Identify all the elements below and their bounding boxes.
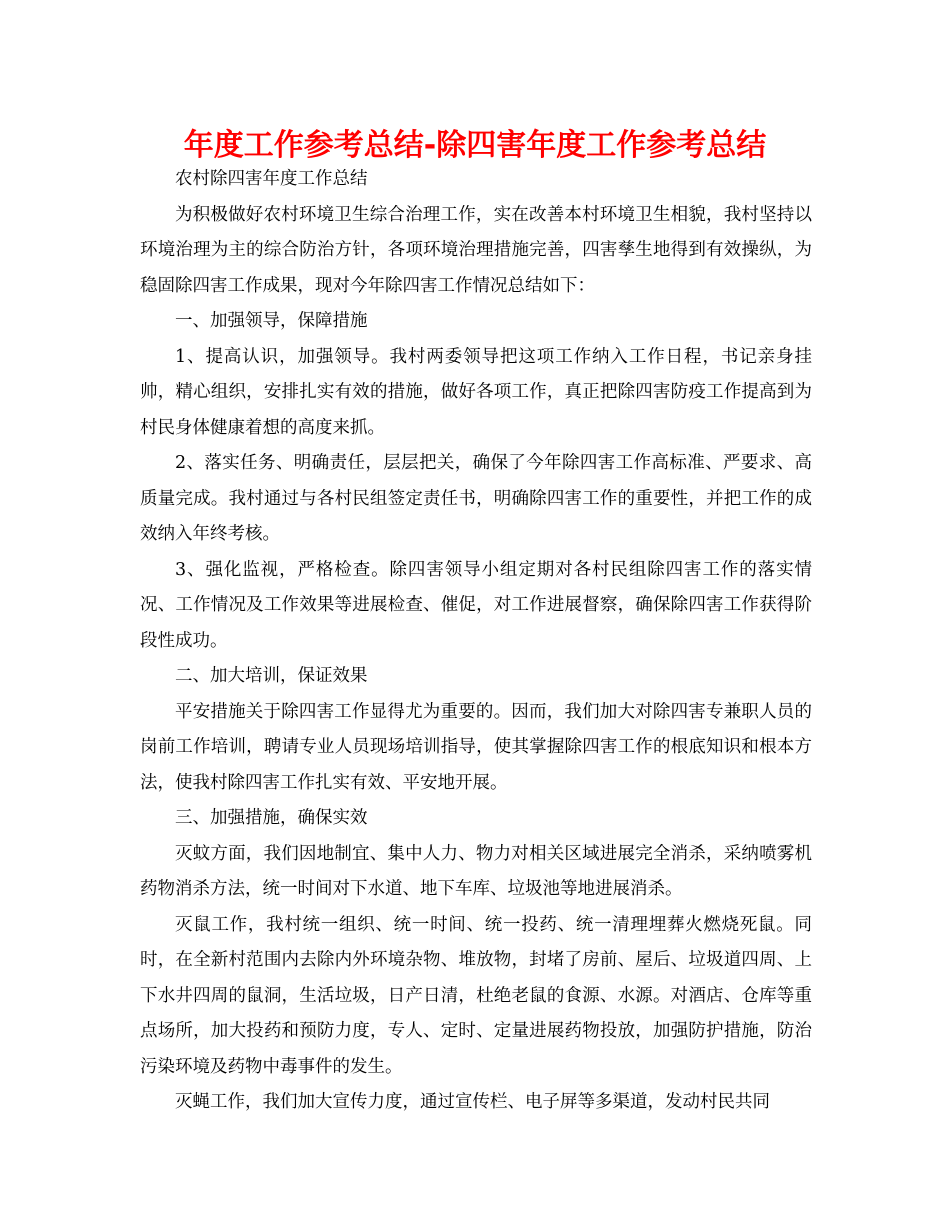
- paragraph: 3、强化监视，严格检查。除四害领导小组定期对各村民组除四害工作的落实情况、工作情况及工作效果等进展检查、催促，对工作进展督察，确保除四害工作获得阶段性成功。: [140, 559, 812, 651]
- paragraph: 2、落实任务、明确责任，层层把关，确保了今年除四害工作高标准、严要求、高质量完成。我村通过与各村民组签定责任书，明确除四害工作的重要性，并把工作的成效纳入年终考核。: [140, 453, 812, 544]
- section-heading-3: 三、加强措施，确保实效: [175, 808, 368, 828]
- paragraph: 平安措施关于除四害工作显得尤为重要的。因而，我们加大对除四害专兼职人员的岗前工作培训，聘请专业人员现场培训指导，使其掌握除四害工作的根底知识和根本方法，使我村除四害工作扎实有效、平安地开展。: [140, 701, 812, 793]
- paragraph: 1、提高认识，加强领导。我村两委领导把这项工作纳入工作日程，书记亲身挂帅，精心组织，安排扎实有效的措施，做好各项工作，真正把除四害防疫工作提高到为村民身体健康着想的高度来抓。: [140, 346, 812, 438]
- section-heading-1: 一、加强领导，保障措施: [175, 311, 368, 331]
- document-body: [140, 162, 812, 1121]
- paragraph-intro: 为积极做好农村环境卫生综合治理工作，实在改善本村环境卫生相貌，我村坚持以环境治理为主的综合防治方针，各项环境治理措施完善，四害孳生地得到有效操纵，为稳固除四害工作成果，现对今年除四害工作情况总结如下：: [140, 204, 812, 296]
- paragraph: 灭蝇工作，我们加大宣传力度，通过宣传栏、电子屏等多渠道，发动村民共同: [175, 1092, 770, 1112]
- paragraph: 灭蚊方面，我们因地制宜、集中人力、物力对相关区域进展完全消杀，采纳喷雾机药物消杀方法，统一时间对下水道、地下车库、垃圾池等地进展消杀。: [140, 843, 812, 899]
- section-heading-2: 二、加大培训，保证效果: [175, 666, 368, 686]
- document-title: 年度工作参考总结-除四害年度工作参考总结: [183, 128, 767, 163]
- paragraph: 灭鼠工作，我村统一组织、统一时间、统一投药、统一清理埋葬火燃烧死鼠。同时，在全新村范围内去除内外环境杂物、堆放物，封堵了房前、屋后、垃圾道四周、上下水井四周的鼠洞，生活垃圾，日产日清，杜绝老鼠的食源、水源。对酒店、仓库等重点场所，加大投药和预防力度，专人、定时、定量进展药物投放，加强防护措施，防治污染环境及药物中毒事件的发生。: [140, 914, 812, 1077]
- paragraph-subtitle: 农村除四害年度工作总结: [175, 169, 368, 189]
